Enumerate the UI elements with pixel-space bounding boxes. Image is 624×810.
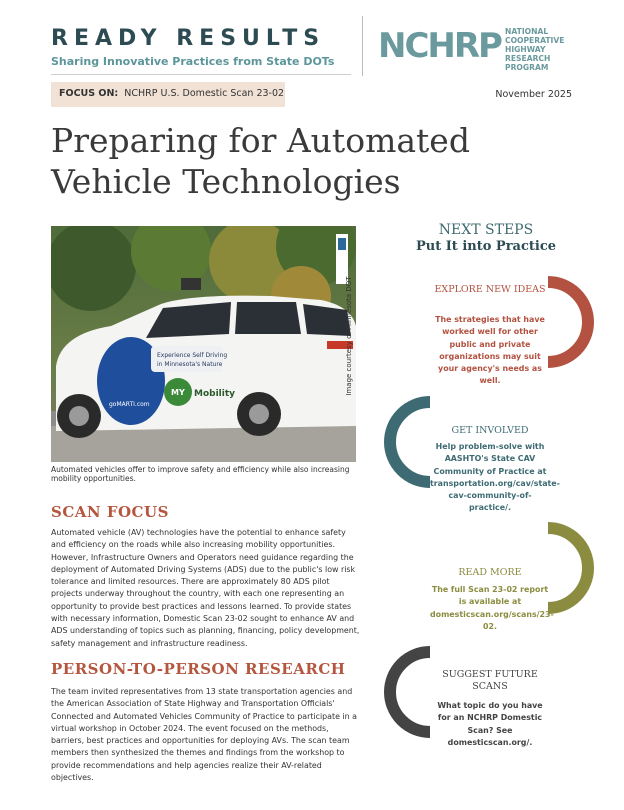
- next-steps-title: NEXT STEPS: [438, 222, 534, 238]
- research-body: The team invited representatives from 13 state transportation agencies and the American Association of State Highway and Transportation Officials' Connected and Automated Vehicles Community of Practice to participate in a virtual workshop in October 2024. The event focused on the methods, barriers, best practices and opportunities for deploying AVs. The scan team members then synthesized the themes and findings from the workshop to provide recommendations and help agencies realize their AV-related objectives.: [51, 687, 357, 783]
- vehicle-text-line: Experience Self Driving: [157, 352, 228, 359]
- photo-caption: Automated vehicles offer to improve safety and efficiency while also increasing mobility opportunities.: [51, 465, 350, 483]
- logo-line: NATIONAL: [505, 27, 549, 36]
- next-steps-subtitle: Put It into Practice: [415, 239, 557, 254]
- logo-line: RESEARCH: [505, 54, 551, 63]
- step-text-read-more: The full Scan 23-02 report is available at domesticscan.org/scans/23-02.: [430, 585, 554, 631]
- scan-focus-body: Automated vehicle (AV) technologies have the potential to enhance safety and efficiency on the roads while also increasing mobility opportunities. However, Infrastructure Owners and Operators need guidance regarding the deployment of Automated Driving Systems (ADS) due to the public's low risk tolerance and limited resources. There are approximately 80 ADS pilot projects underway throughout the country, with each one representing an opportunity to provide best practices and lessons learned. To provide states with necessary information, Domestic Scan 23-02 sought to enhance AV and ADS understanding of topics such as planning, financing, policy development, safety management and infrastructure readiness.: [51, 528, 360, 648]
- step-arc: [390, 402, 430, 482]
- step-arc: [548, 528, 588, 608]
- issue-date: November 2025: [495, 89, 572, 100]
- newsletter-title: READY RESULTS: [51, 26, 326, 51]
- mobility-logo-mark: MY: [171, 388, 185, 397]
- mobility-brand: Mobility: [194, 389, 236, 399]
- step-heading-read-more: READ MORE: [458, 567, 522, 578]
- step-text-explore: The strategies that have worked well for other public and private organizations may suit your agency's needs as well.: [435, 315, 545, 386]
- vehicle-text-line: in Minnesota's Nature: [157, 361, 223, 368]
- step-text-suggest: What topic do you have for an NCHRP Domestic Scan? See domesticscan.org/.: [437, 701, 543, 747]
- logo-line: COOPERATIVE: [505, 36, 565, 45]
- vehicle-url: goMARTI.com: [109, 401, 150, 408]
- research-heading: PERSON-TO-PERSON RESEARCH: [51, 660, 346, 678]
- step-heading-explore: EXPLORE NEW IDEAS: [434, 284, 546, 295]
- photo-credit: Image courtesy of Minnesota DOT: [345, 276, 353, 396]
- logo-line: HIGHWAY: [505, 45, 546, 54]
- step-arc: [390, 652, 430, 732]
- scan-focus-heading: SCAN FOCUS: [51, 503, 169, 521]
- nchrp-logo: NCHRP: [378, 26, 501, 66]
- title-line: Vehicle Technologies: [51, 162, 401, 201]
- title-line: Preparing for Automated: [51, 121, 470, 160]
- step-heading-involved: GET INVOLVED: [451, 425, 529, 436]
- focus-value: NCHRP U.S. Domestic Scan 23-02: [124, 88, 285, 99]
- step-text-involved: Help problem-solve with AASHTO's State CAV Community of Practice at transportation.org/cav/state-cav-community-of-practice/.: [430, 442, 560, 513]
- logo-line: PROGRAM: [505, 63, 549, 72]
- step-arc: [548, 282, 588, 362]
- focus-label: FOCUS ON:: [59, 88, 119, 99]
- step-heading-suggest: SUGGEST FUTURE SCANS: [442, 669, 538, 692]
- newsletter-subtitle: Sharing Innovative Practices from State DOTs: [51, 55, 335, 68]
